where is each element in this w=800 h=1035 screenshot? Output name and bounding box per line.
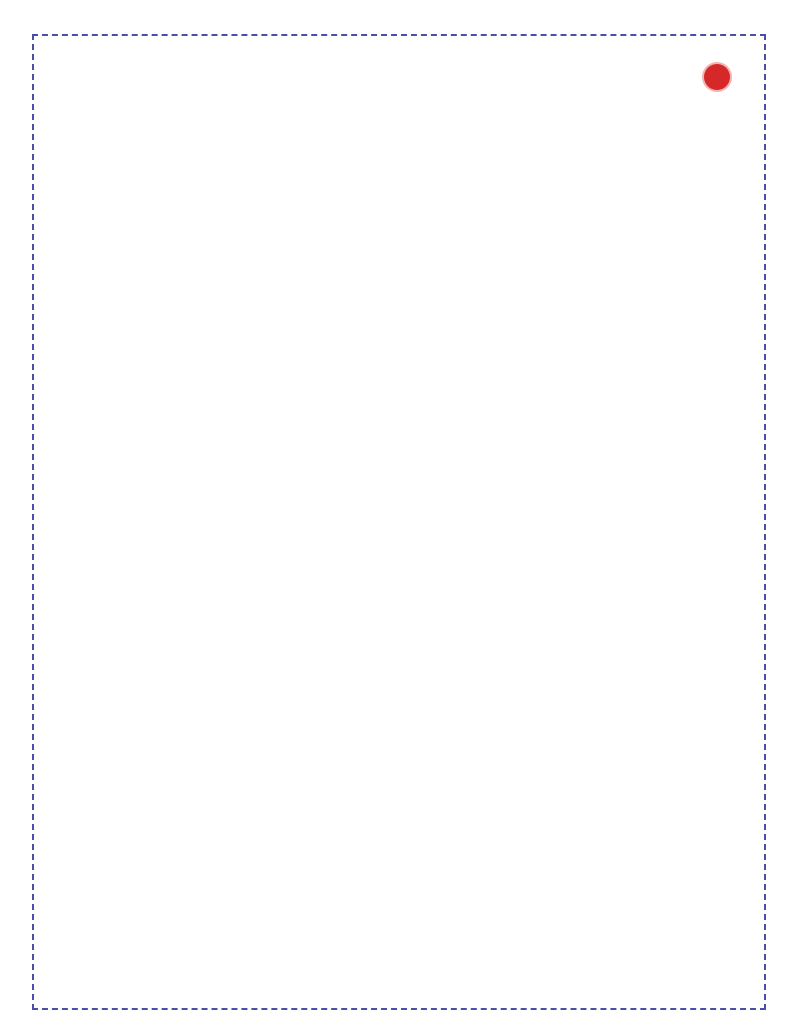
problem-number-badge [704, 64, 730, 90]
problem-block [90, 62, 730, 188]
